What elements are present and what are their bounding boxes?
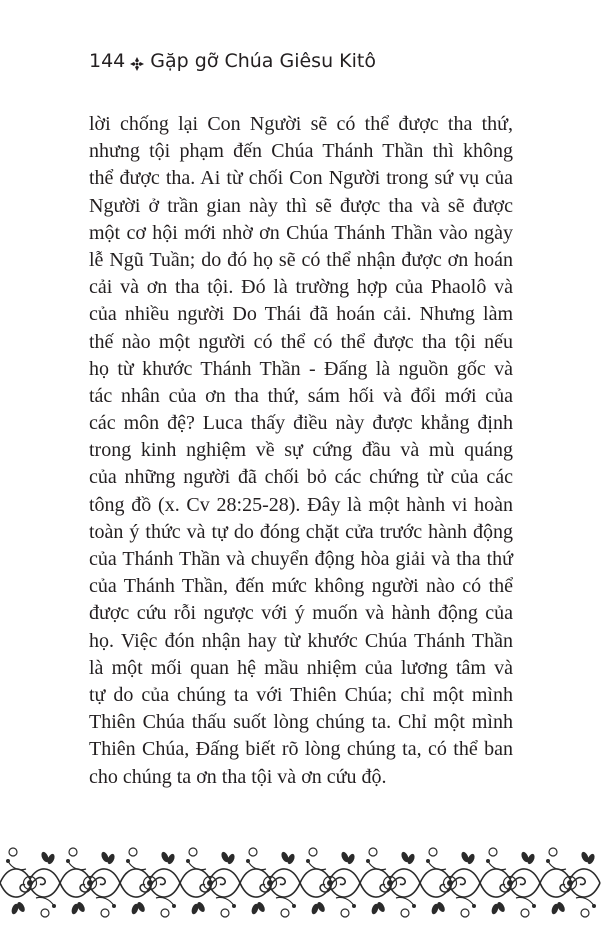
- floral-border-ornament: [0, 843, 601, 923]
- text-line: Thiên Chúa thấu suốt lòng chúng ta. Chỉ một mình: [89, 711, 513, 734]
- text-line: của Thánh Thần, đến mức không người nào có thể: [89, 575, 513, 598]
- text-line: thể được tha. Ai từ chối Con Người trong sứ vụ của: [89, 167, 513, 190]
- text-line: tự do của chúng ta với Thiên Chúa; chỉ một mình: [89, 683, 513, 706]
- text-line: tông đồ (x. Cv 28:25-28). Đây là một hành vi hoàn: [89, 493, 513, 516]
- body-text: [89, 111, 513, 791]
- text-line: các môn đệ? Luca thấy điều này được khẳng định: [89, 412, 513, 435]
- text-line: trong kinh nghiệm về sự cứng đầu và mù quáng: [89, 439, 513, 462]
- text-line: toàn ý thức và tự do đóng chặt cửa trước hành động: [89, 520, 513, 543]
- text-line: họ từ khước Thánh Thần - Đấng là nguồn gốc và: [89, 357, 513, 380]
- text-line: một cơ hội mới nhờ ơn Chúa Thánh Thần vào ngày: [89, 221, 513, 244]
- text-line: cho chúng ta ơn tha tội và ơn cứu độ.: [89, 765, 387, 788]
- text-line: thế nào một người có thể có thể được tha tội nếu: [89, 330, 513, 353]
- text-line: của nhiều người Do Thái đã hoán cải. Nhưng làm: [89, 303, 513, 326]
- text-line: Thiên Chúa, Đấng biết rõ lòng chúng ta, có thể ban: [89, 738, 513, 761]
- text-line: của những người đã chối bỏ các chứng từ của các: [89, 466, 513, 489]
- text-line: tác nhân của ơn tha thứ, sám hối và đổi mới của: [89, 384, 513, 407]
- running-header: [89, 50, 376, 72]
- book-title: Gặp gỡ Chúa Giêsu Kitô: [150, 50, 376, 72]
- text-line: của Thánh Thần và chuyển động hòa giải và tha thứ: [89, 548, 513, 570]
- text-line: được cứu rỗi ngược với ý muốn và hành động của: [89, 602, 513, 625]
- text-line: Người ở trần gian này thì sẽ được tha và sẽ được: [89, 194, 513, 217]
- text-line: nhưng tội phạm đến Chúa Thánh Thần thì không: [89, 140, 513, 163]
- text-line: là một mối quan hệ mầu nhiệm của lương tâm và: [89, 656, 513, 679]
- text-line: cải và ơn tha tội. Đó là trường hợp của Phaolô và: [89, 276, 513, 299]
- text-line: họ. Việc đón nhận hay từ khước Chúa Thánh Thần: [89, 629, 513, 652]
- text-line: lời chống lại Con Người sẽ có thể được tha thứ,: [89, 113, 513, 135]
- text-line: lễ Ngũ Tuần; do đó họ sẽ có thể nhận được ơn hoán: [89, 248, 513, 271]
- page-number: 144: [89, 50, 126, 72]
- cross-icon: [130, 54, 144, 68]
